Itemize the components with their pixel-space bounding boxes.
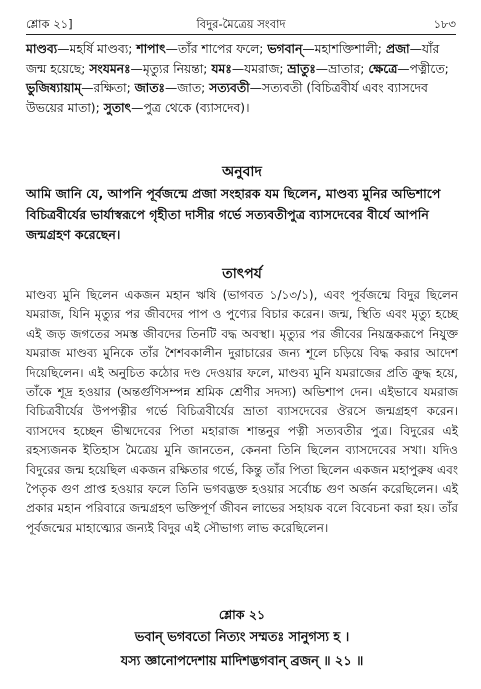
purport-heading: তাৎপর্য bbox=[222, 266, 262, 282]
synonym-term: ভগবান্ bbox=[267, 42, 303, 56]
synonym-term: যমঃ bbox=[211, 61, 232, 76]
synonym-gloss: মহর্ষি মাণ্ডব্য; bbox=[69, 42, 137, 56]
header-page-number: ১৮৩ bbox=[433, 17, 456, 31]
synonym-gloss: পত্নীতে; bbox=[409, 61, 449, 76]
verse-title: শ্লোক ২১ bbox=[218, 607, 266, 622]
synonym-term: সংযমনঃ bbox=[89, 61, 131, 76]
synonym-gloss: সত্যবতী (বিচিত্রবীর্য এবং ব্যাসদেব উভয়ের মাতা); bbox=[26, 81, 428, 115]
synonym-gloss: পুত্র থেকে (ব্যাসদেব)। bbox=[143, 100, 250, 115]
synonym-gloss: জাত; bbox=[177, 81, 210, 95]
synonym-term: ক্ষেত্রে bbox=[368, 61, 398, 76]
header-chapter-title: বিদুর-মৈত্রেয় সংবাদ bbox=[196, 17, 286, 31]
header-verse-ref: শ্লোক ২১] bbox=[26, 17, 73, 31]
synonym-gloss: মহাশক্তিশালী; bbox=[314, 42, 386, 56]
synonym-term: ভ্রাতুঃ bbox=[287, 61, 316, 76]
purport-text: মাণ্ডব্য মুনি ছিলেন একজন মহান ঋষি (ভাগবত ১/১৩/১), এবং পূর্বজন্মে বিদুর ছিলেন যমরাজ, যিনি মৃত্যুর পর জীবদের পাপ ও পুণ্যের বিচার করেন। জন্ম, স্থিতি এবং মৃত্যু হচ্ছে এই জড় জগতের সমস্ত জীবদের তিনটি বদ্ধ অবস্থা। মৃত্যুর পর জীবের নিয়ন্ত্রকরূপে নিযুক্ত যমরাজ মাণ্ডব্য মুনিকে তাঁর শৈশবকালীন দুরাচারের জন্য শূলে চড়িয়ে বিদ্ধ করার আদেশ দিয়েছিলেন। এই অনুচিত কঠোর দণ্ড দেওয়ার ফলে, মাণ্ডব্য মুনি যমরাজের প্রতি ক্রুদ্ধ হয়ে, তাঁকে শূদ্র হওয়ার (অন্তর্গুণিসম্পন্ন শ্রমিক শ্রেণীর সদস্য) অভিশাপ দেন। এইভাবে যমরাজ বিচিত্রবীর্যের উপপত্নীর গর্ভে বিচিত্রবীর্যের ভ্রাতা ব্যাসদেবের ঔরসে জন্মগ্রহণ করেন। ব্যাসদেব হচ্ছেন ভীষ্মদেবের পিতা মহারাজ শান্তনুর পত্নী সত্যবতীর পুত্র। বিদুরের এই রহস্যজনক ইতিহাস মৈত্রেয় মুনি জানতেন, কেননা তিনি ছিলেন ব্যাসদেবের সখা। যদিও বিদুরের জন্ম হয়েছিল একজন রক্ষিতার গর্ভে, কিন্তু তাঁর পিতা ছিলেন একজন মহাপুরুষ এবং পৈতৃক গুণ প্রাপ্ত হওয়ার ফলে তিনি ভগবদ্ভক্ত হওয়ার সর্বোচ্চ গুণ অর্জন করেছিলেন। এই প্রকার মহান পরিবারে জন্মগ্রহণ ভক্তিপূর্ণ জীবন লাভের সহায়ক বলে বিবেচনা করা হয়। তাঁর পূর্বজন্মের মাহাত্ম্যের জন্যই বিদুর এই সৌভাগ্য লাভ করেছিলেন। bbox=[26, 288, 458, 535]
verse-line: যস্য জ্ঞানোপদেশায় মাদিশদ্ভগবান্ ব্রজন্ ॥ ২১ ॥ bbox=[120, 654, 364, 669]
translation-heading: অনুবাদ bbox=[222, 164, 262, 180]
synonym-gloss: যাঁর জন্ম হয়েছে; bbox=[26, 42, 440, 76]
verse-line: ভবান্ ভগবতো নিত্যং সম্মতঃ সানুগস্য হ । bbox=[134, 630, 350, 645]
synonym-term: ভুজিষ্যায়াম্ bbox=[26, 81, 82, 95]
synonym-gloss: রক্ষিতা; bbox=[93, 81, 135, 95]
synonym-gloss: যমরাজ; bbox=[244, 61, 288, 76]
page-header bbox=[26, 12, 456, 35]
synonyms-block: মাণ্ডব্য—মহর্ষি মাণ্ডব্য; শাপাৎ—তাঁর শাপের ফলে; ভগবান্—মহাশক্তিশালী; প্রজা—যাঁর জন্ম হয়েছে; সংযমনঃ—মৃত্যুর নিয়ন্তা; যমঃ—যমরাজ; ভ্রাতুঃ—ভ্রাতার; ক্ষেত্রে—পত্নীতে; ভুজিষ্যায়াম্—রক্ষিতা; জাতঃ—জাত; সত্যবতী—সত্যবতী (বিচিত্রবীর্য এবং ব্যাসদেব উভয়ের মাতা); সুতাৎ—পুত্র থেকে (ব্যাসদেব)। bbox=[26, 42, 449, 115]
synonym-term: সত্যবতী bbox=[209, 81, 250, 95]
translation-text: আমি জানি যে, আপনি পূর্বজন্মে প্রজা সংহারক যম ছিলেন, মাণ্ডব্য মুনির অভিশাপে বিচিত্রবীর্যের ভার্যাস্বরূপে গৃহীতা দাসীর গর্ভে সত্যবতীপুত্র ব্যাসদেবের বীর্যে আপনি জন্মগ্রহণ করেছেন। bbox=[26, 186, 441, 242]
synonym-gloss: মৃত্যুর নিয়ন্তা; bbox=[142, 61, 212, 76]
synonym-gloss: তাঁর শাপের ফলে; bbox=[177, 42, 268, 56]
synonym-term: প্রজা bbox=[385, 42, 410, 56]
synonym-term: সুতাৎ bbox=[103, 100, 132, 115]
synonym-term: মাণ্ডব্য bbox=[26, 42, 58, 56]
synonym-term: জাতঃ bbox=[134, 81, 165, 95]
synonym-gloss: ভ্রাতার; bbox=[328, 61, 369, 76]
synonym-term: শাপাৎ bbox=[136, 42, 166, 56]
